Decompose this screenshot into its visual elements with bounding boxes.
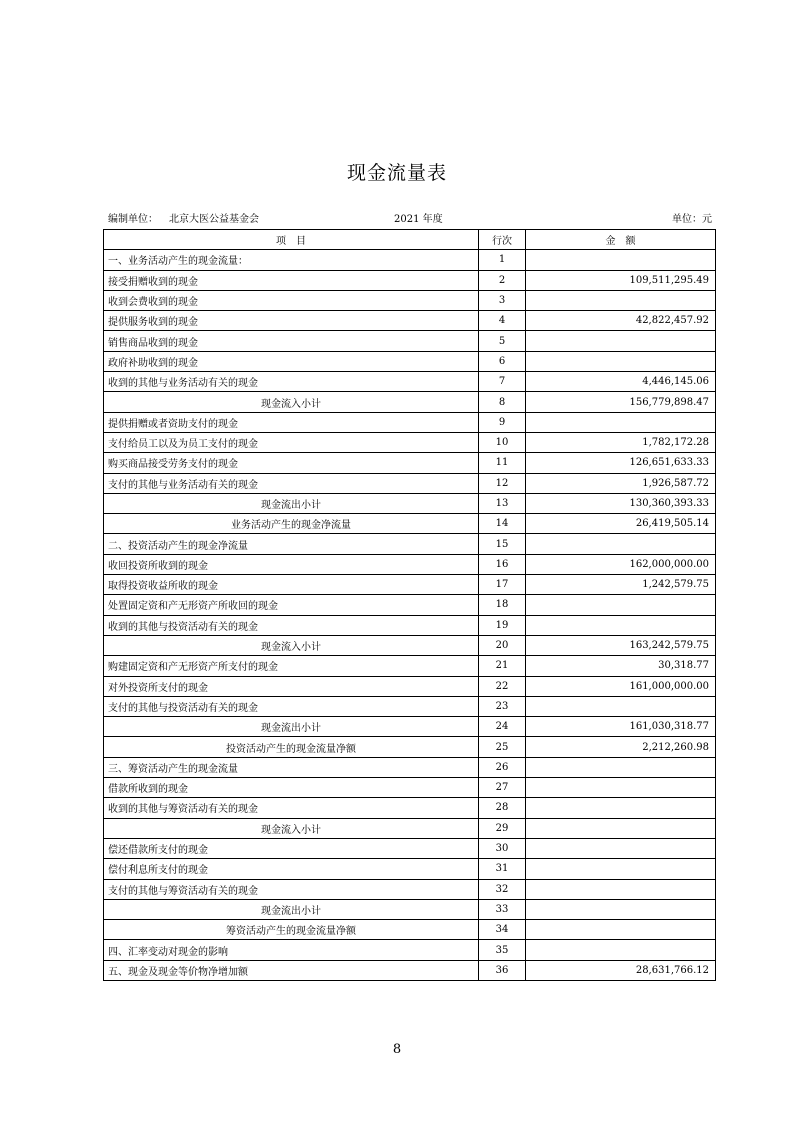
row-amount [526, 250, 716, 270]
row-amount [526, 412, 716, 432]
row-item: 偿还借款所支付的现金 [104, 838, 479, 858]
row-amount: 26,419,505.14 [526, 514, 716, 534]
row-amount: 109,511,295.49 [526, 270, 716, 290]
preparer-label: 编制单位： [108, 214, 158, 225]
row-amount [526, 818, 716, 838]
table-row [104, 635, 716, 655]
row-item: 一、业务活动产生的现金流量： [104, 250, 479, 270]
row-item: 三、筹资活动产生的现金流量 [104, 757, 479, 777]
table-row [104, 372, 716, 392]
row-item: 现金流出小计 [104, 717, 479, 737]
row-item: 购建固定资和产无形资产所支付的现金 [104, 656, 479, 676]
table-row [104, 940, 716, 960]
table-row [104, 534, 716, 554]
table-row [104, 818, 716, 838]
row-amount: 161,000,000.00 [526, 676, 716, 696]
table-row [104, 920, 716, 940]
row-item: 二、投资活动产生的现金净流量 [104, 534, 479, 554]
row-item: 接受捐赠收到的现金 [104, 270, 479, 290]
table-row [104, 432, 716, 452]
row-line-number: 17 [479, 575, 526, 595]
row-item: 提供服务收到的现金 [104, 311, 479, 331]
row-amount [526, 798, 716, 818]
row-item: 收到会费收到的现金 [104, 290, 479, 310]
row-item: 政府补助收到的现金 [104, 351, 479, 371]
row-line-number: 10 [479, 432, 526, 452]
row-amount: 42,822,457.92 [526, 311, 716, 331]
cash-flow-table [103, 229, 716, 981]
row-line-number: 23 [479, 696, 526, 716]
row-item: 业务活动产生的现金净流量 [104, 514, 479, 534]
table-row [104, 676, 716, 696]
table-row [104, 960, 716, 980]
row-amount [526, 940, 716, 960]
table-row [104, 757, 716, 777]
row-item: 收回投资所收到的现金 [104, 554, 479, 574]
row-line-number: 35 [479, 940, 526, 960]
table-row [104, 798, 716, 818]
table-row [104, 270, 716, 290]
row-amount [526, 615, 716, 635]
row-line-number: 28 [479, 798, 526, 818]
row-line-number: 8 [479, 392, 526, 412]
row-amount: 1,926,587.72 [526, 473, 716, 493]
row-item: 五、现金及现金等价物净增加额 [104, 960, 479, 980]
row-amount [526, 696, 716, 716]
page-title: 现金流量表 [346, 162, 447, 184]
row-line-number: 19 [479, 615, 526, 635]
row-line-number: 2 [479, 270, 526, 290]
row-line-number: 13 [479, 493, 526, 513]
row-item: 支付的其他与业务活动有关的现金 [104, 473, 479, 493]
row-line-number: 14 [479, 514, 526, 534]
row-item: 投资活动产生的现金流量净额 [104, 737, 479, 757]
organization-name: 北京大医公益基金会 [169, 214, 259, 225]
row-amount [526, 920, 716, 940]
row-amount [526, 595, 716, 615]
row-amount [526, 838, 716, 858]
row-amount [526, 331, 716, 351]
table-row [104, 493, 716, 513]
fiscal-year: 2021 年度 [394, 214, 443, 225]
page-number: 8 [392, 1042, 402, 1057]
row-item: 现金流出小计 [104, 899, 479, 919]
row-item: 收到的其他与业务活动有关的现金 [104, 372, 479, 392]
row-item: 四、汇率变动对现金的影响 [104, 940, 479, 960]
row-amount: 163,242,579.75 [526, 635, 716, 655]
report-meta [108, 210, 712, 226]
table-row [104, 250, 716, 270]
table-row [104, 554, 716, 574]
row-amount: 161,030,318.77 [526, 717, 716, 737]
row-line-number: 34 [479, 920, 526, 940]
header-item: 项 目 [104, 230, 479, 250]
row-amount [526, 879, 716, 899]
header-amount: 金 额 [526, 230, 716, 250]
row-line-number: 36 [479, 960, 526, 980]
row-line-number: 20 [479, 635, 526, 655]
row-line-number: 26 [479, 757, 526, 777]
row-amount: 1,782,172.28 [526, 432, 716, 452]
table-row [104, 392, 716, 412]
header-line: 行次 [479, 230, 526, 250]
row-amount: 130,360,393.33 [526, 493, 716, 513]
row-item: 处置固定资和产无形资产所收回的现金 [104, 595, 479, 615]
table-header-row [104, 230, 716, 250]
table-row [104, 778, 716, 798]
row-line-number: 33 [479, 899, 526, 919]
row-item: 对外投资所支付的现金 [104, 676, 479, 696]
table-row [104, 737, 716, 757]
table-row [104, 575, 716, 595]
row-line-number: 6 [479, 351, 526, 371]
row-line-number: 30 [479, 838, 526, 858]
table-row [104, 717, 716, 737]
row-item: 取得投资收益所收的现金 [104, 575, 479, 595]
table-row [104, 290, 716, 310]
row-line-number: 9 [479, 412, 526, 432]
row-item: 现金流入小计 [104, 392, 479, 412]
table-row [104, 595, 716, 615]
row-line-number: 22 [479, 676, 526, 696]
row-line-number: 12 [479, 473, 526, 493]
row-line-number: 27 [479, 778, 526, 798]
row-line-number: 31 [479, 859, 526, 879]
table-row [104, 859, 716, 879]
row-item: 购买商品接受劳务支付的现金 [104, 453, 479, 473]
row-line-number: 29 [479, 818, 526, 838]
row-line-number: 3 [479, 290, 526, 310]
row-amount: 126,651,633.33 [526, 453, 716, 473]
row-item: 销售商品收到的现金 [104, 331, 479, 351]
row-item: 借款所收到的现金 [104, 778, 479, 798]
table-row [104, 656, 716, 676]
row-amount: 156,779,898.47 [526, 392, 716, 412]
table-row [104, 331, 716, 351]
row-amount [526, 859, 716, 879]
row-amount [526, 899, 716, 919]
row-line-number: 5 [479, 331, 526, 351]
table-row [104, 696, 716, 716]
row-amount: 2,212,260.98 [526, 737, 716, 757]
row-line-number: 21 [479, 656, 526, 676]
row-amount: 4,446,145.06 [526, 372, 716, 392]
row-item: 支付的其他与筹资活动有关的现金 [104, 879, 479, 899]
row-amount [526, 757, 716, 777]
currency-unit: 单位：元 [672, 214, 712, 225]
row-item: 收到的其他与投资活动有关的现金 [104, 615, 479, 635]
row-amount: 162,000,000.00 [526, 554, 716, 574]
row-item: 偿付利息所支付的现金 [104, 859, 479, 879]
table-row [104, 311, 716, 331]
row-amount [526, 534, 716, 554]
row-item: 支付给员工以及为员工支付的现金 [104, 432, 479, 452]
row-line-number: 18 [479, 595, 526, 615]
row-item: 支付的其他与投资活动有关的现金 [104, 696, 479, 716]
row-item: 收到的其他与筹资活动有关的现金 [104, 798, 479, 818]
table-row [104, 514, 716, 534]
row-line-number: 16 [479, 554, 526, 574]
row-amount: 30,318.77 [526, 656, 716, 676]
row-line-number: 11 [479, 453, 526, 473]
table-row [104, 879, 716, 899]
row-line-number: 32 [479, 879, 526, 899]
table-row [104, 453, 716, 473]
row-item: 现金流出小计 [104, 493, 479, 513]
table-row [104, 473, 716, 493]
row-item: 现金流入小计 [104, 635, 479, 655]
row-amount: 1,242,579.75 [526, 575, 716, 595]
table-row [104, 615, 716, 635]
row-amount [526, 290, 716, 310]
table-row [104, 838, 716, 858]
row-line-number: 25 [479, 737, 526, 757]
row-amount: 28,631,766.12 [526, 960, 716, 980]
row-item: 现金流入小计 [104, 818, 479, 838]
row-item: 提供捐赠或者资助支付的现金 [104, 412, 479, 432]
row-line-number: 4 [479, 311, 526, 331]
table-row [104, 899, 716, 919]
row-amount [526, 778, 716, 798]
table-row [104, 412, 716, 432]
row-line-number: 24 [479, 717, 526, 737]
row-line-number: 1 [479, 250, 526, 270]
row-line-number: 7 [479, 372, 526, 392]
table-row [104, 351, 716, 371]
row-line-number: 15 [479, 534, 526, 554]
row-item: 筹资活动产生的现金流量净额 [104, 920, 479, 940]
row-amount [526, 351, 716, 371]
